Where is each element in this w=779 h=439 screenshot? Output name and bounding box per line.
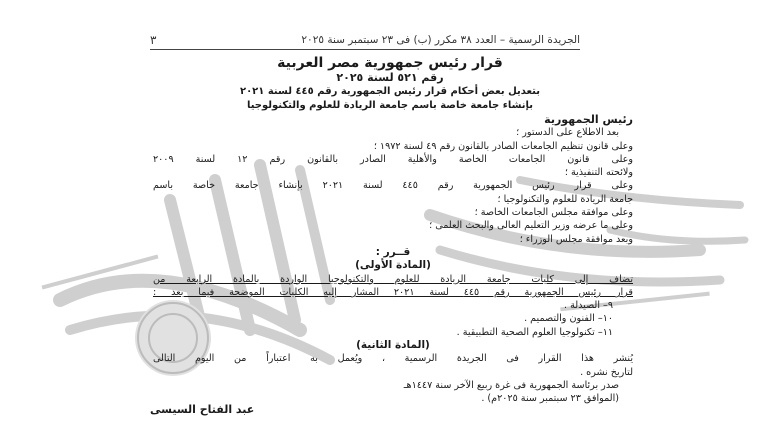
decree-subject-line-2: بإنشاء جامعة خاصة باسم جامعة الريادة للعلوم والتكنولوجيا [246,100,534,111]
preamble-line: وعلى ما عرضه وزير التعليم العالى والبحث العلمى ؛ [429,220,633,232]
page-number: ٣ [150,33,157,47]
decree-subject-line-1: بتعديل بعض أحكام قرار رئيس الجمهورية رقم ٤٤٥ لسنة ٢٠٢١ [239,86,541,97]
issued-date-line: (الموافق ٢٣ سبتمبر سنة ٢٠٢٥م) . [481,393,619,405]
signature-name: عبد الفتاح السيسى [150,403,255,416]
preamble-line: جامعة الريادة للعلوم والتكنولوجيا ؛ [497,193,633,205]
article-text-line: تضاف إلى كليات جامعة الريادة للعلوم والتكنولوجيا الواردة بالمادة الرابعة من [153,273,633,285]
article-two-heading: (المادة الثانية) [356,339,430,352]
preamble-line: وبعد موافقة مجلس الوزراء ؛ [519,233,633,245]
preamble-line: وعلى قانون الجامعات الخاصة والأهلية الصادر بالقانون رقم ١٢ لسنة ٢٠٠٩ [153,153,633,165]
preamble-line: ولائحته التنفيذية ؛ [564,167,633,179]
preamble-line: بعد الاطلاع على الدستور ؛ [516,127,619,139]
running-header [150,33,580,50]
faculty-list-item: ٩– الصيدلة . [563,300,613,312]
article-text-line: لتاريخ نشره . [580,366,633,378]
faculty-list-item: ١٠– الفنون والتصميم . [524,313,613,325]
article-text-line: يُنشر هذا القرار فى الجريدة الرسمية ، ويُعمل به اعتباراً من اليوم التالى [153,353,633,365]
issued-at-line: صدر برئاسة الجمهورية فى غرة ربيع الآخر سنة ١٤٤٧هـ [403,379,619,391]
decree-number: رقم ٥٢١ لسنة ٢٠٢٥ [336,71,444,84]
running-title: الجريدة الرسمية – العدد ٣٨ مكرر (ب) فى ٢٣ سبتمبر سنة ٢٠٢٥ [301,34,580,46]
preamble-line: وعلى قانون تنظيم الجامعات الصادر بالقانون رقم ٤٩ لسنة ١٩٧٢ ؛ [373,140,633,152]
decree-title: قرار رئيس جمهورية مصر العربية [277,55,503,71]
article-one-heading: (المادة الأولى) [355,259,431,272]
preamble-line: وعلى موافقة مجلس الجامعات الخاصة ؛ [474,207,633,219]
decided-heading: قــرر : [375,245,411,258]
faculty-list-item: ١١– تكنولوجيا العلوم الصحية التطبيقية . [456,326,613,338]
issuer-heading: رئيس الجمهورية [544,113,633,126]
article-text-line: قرار رئيس الجمهورية رقم ٤٤٥ لسنة ٢٠٢١ المشار إليه الكليات الموضحة فيما بعد : [153,286,633,298]
preamble-line: وعلى قرار رئيس الجمهورية رقم ٤٤٥ لسنة ٢٠٢١ بإنشاء جامعة خاصة باسم [153,180,633,192]
decree-body [153,113,633,406]
